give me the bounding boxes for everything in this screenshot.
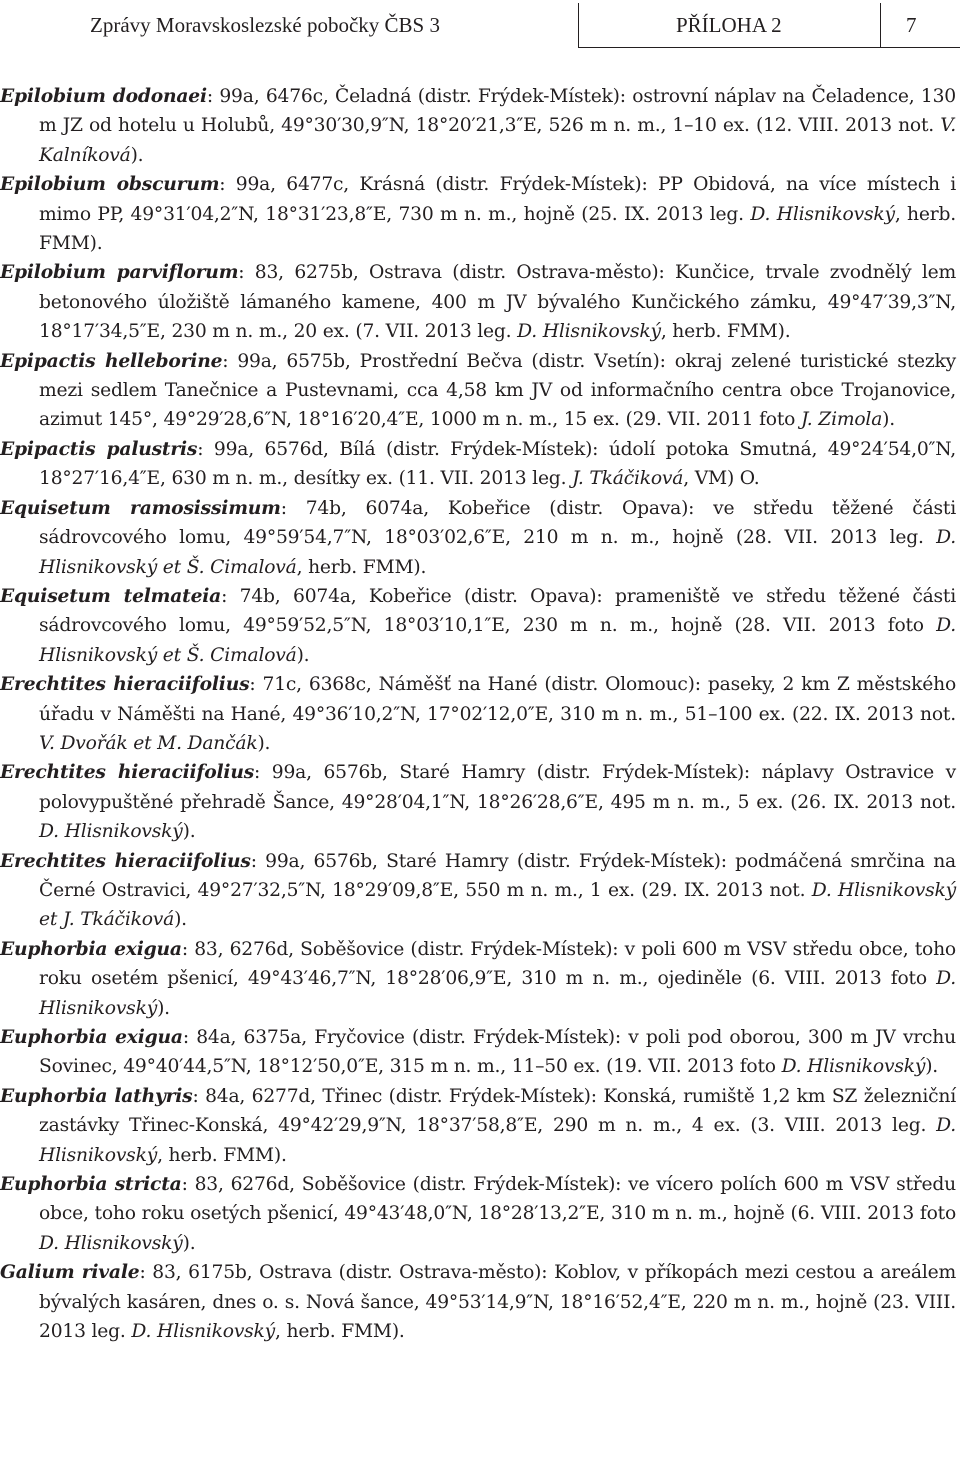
species-name: Euphorbia stricta bbox=[0, 1173, 182, 1196]
record-author: V. Dvořák et M. Dančák bbox=[39, 732, 258, 754]
journal-title: Zprávy Moravskoslezské pobočky ČBS 3 bbox=[90, 13, 440, 37]
record-author: J. Zimola bbox=[800, 409, 883, 431]
species-name: Equisetum ramosissimum bbox=[0, 496, 281, 519]
running-header bbox=[0, 0, 960, 50]
record-text: : 83, 6275b, Ostrava (distr. Ostrava-město): Kunčice, trvale zvodnělý lem betonového úložiště lámaného kamene, 400 m JV bývalého Kunčického zámku, 49°47′39,3″N, 18°17′34,5″E, 230 m n. m., 20 ex. (7. VII. 2013 leg. bbox=[39, 262, 956, 343]
species-name: Euphorbia exigua bbox=[0, 1026, 183, 1048]
section-label: PŘÍLOHA 2 bbox=[676, 13, 782, 37]
record-tail: ). bbox=[925, 1056, 939, 1078]
header-rule bbox=[578, 47, 960, 48]
record-author: D. Hlisnikovský et Š. Cimalová bbox=[39, 615, 956, 666]
record-author: D. Hlisnikovský bbox=[781, 1056, 926, 1078]
record-text: : 84a, 6375a, Fryčovice (distr. Frýdek-Místek): v poli pod oborou, 300 m JV vrchu Sovinec, 49°40′44,5″N, 18°12′50,0″E, 315 m n. m., 11–50 ex. (19. VII. 2013 foto bbox=[39, 1027, 956, 1078]
species-name: Epilobium obscurum bbox=[0, 173, 220, 196]
record-tail: , herb. FMM). bbox=[660, 321, 791, 343]
record-author: D. Hlisnikovský bbox=[39, 968, 956, 1019]
record-entry bbox=[0, 847, 956, 935]
record-entry bbox=[0, 582, 956, 670]
record-entry bbox=[0, 1082, 956, 1170]
record-text: : 71c, 6368c, Náměšť na Hané (distr. Olomouc): paseky, 2 km Z městského úřadu v Náměšti na Hané, 49°36′10,2″N, 17°02′12,0″E, 310 m n. m., 51–100 ex. (22. IX. 2013 not. bbox=[39, 674, 957, 725]
record-entry bbox=[0, 494, 956, 582]
record-entry bbox=[0, 82, 956, 170]
record-tail: ). bbox=[882, 409, 895, 431]
record-author: D. Hlisnikovský bbox=[750, 203, 895, 225]
record-author: D. Hlisnikovský bbox=[39, 1232, 183, 1254]
record-text: : 83, 6276d, Soběšovice (distr. Frýdek-Místek): ve vícero polích 600 m VSV středu obce, toho roku osetých pšenicí, 49°43′48,0″N, 18°28′13,2″E, 310 m n. m., hojně (6. VIII. 2013 foto bbox=[39, 1174, 956, 1225]
record-text: : 99a, 6575b, Prostřední Bečva (distr. Vsetín): okraj zelené turistické stezky mezi sedlem Tanečnice a Pustevnami, cca 4,58 km JV od informačního centra obce Trojanovice, azimut 145°, 49°29′28,6″N, 18°16′20,4″E, 1000 m n. m., 15 ex. (29. VII. 2011 foto bbox=[39, 350, 956, 431]
record-author: D. Hlisnikovský bbox=[39, 1115, 956, 1166]
record-text: : 83, 6276d, Soběšovice (distr. Frýdek-Místek): v poli 600 m VSV středu obce, toho roku osetém pšenicí, 49°43′46,7″N, 18°28′06,9″E, 310 m n. m., ojediněle (6. VIII. 2013 foto bbox=[39, 938, 956, 990]
record-entry bbox=[0, 935, 956, 1023]
record-tail: , VM) O. bbox=[683, 468, 760, 490]
record-tail: ). bbox=[130, 144, 144, 166]
record-entry bbox=[0, 1170, 956, 1258]
record-entry bbox=[0, 347, 956, 435]
header-divider bbox=[880, 3, 881, 47]
record-text: : 99a, 6576b, Staré Hamry (distr. Frýdek-Místek): náplavy Ostravice v polovypuštěné přehradě Šance, 49°28′04,1″N, 18°26′28,6″E, 495 m n. m., 5 ex. (26. IX. 2013 not. bbox=[39, 762, 956, 813]
record-tail: ). bbox=[174, 909, 187, 931]
record-entry bbox=[0, 670, 956, 758]
record-entry bbox=[0, 170, 956, 258]
record-entry bbox=[0, 1258, 956, 1346]
record-author: D. Hlisnikovský bbox=[131, 1321, 276, 1343]
species-name: Erechtites hieraciifolius bbox=[0, 673, 250, 696]
record-tail: ). bbox=[182, 1232, 196, 1254]
species-name: Euphorbia lathyris bbox=[0, 1084, 193, 1107]
record-tail: ). bbox=[182, 821, 196, 843]
floristic-records bbox=[0, 82, 956, 1346]
record-author: D. Hlisnikovský et J. Tkáčiková bbox=[39, 879, 956, 931]
record-entry bbox=[0, 1023, 956, 1082]
header-divider bbox=[578, 3, 579, 47]
record-author: V. Kalníková bbox=[39, 115, 956, 166]
record-entry bbox=[0, 258, 956, 346]
record-text: : 99a, 6576d, Bílá (distr. Frýdek-Místek): údolí potoka Smutná, 49°24′54,0″N, 18°27′16,4″E, 630 m n. m., desítky ex. (11. VII. 2013 leg. bbox=[39, 438, 956, 490]
record-text: : 99a, 6477c, Krásná (distr. Frýdek-Místek): PP Obidová, na více místech i mimo PP, 49°31′04,2″N, 18°31′23,8″E, 730 m n. m., hojně (25. IX. 2013 leg. bbox=[39, 174, 956, 225]
species-name: Erechtites hieraciifolius bbox=[0, 761, 255, 784]
record-tail: ). bbox=[157, 997, 170, 1019]
record-entry bbox=[0, 758, 956, 846]
record-author: D. Hlisnikovský bbox=[39, 821, 183, 843]
record-text: : 74b, 6074a, Kobeřice (distr. Opava): ve středu těžené části sádrovcového lomu, 49°59′54,7″N, 18°03′02,6″E, 210 m n. m., hojně (28. VII. 2013 leg. bbox=[39, 497, 956, 549]
record-tail: , herb. FMM). bbox=[157, 1144, 287, 1166]
record-tail: , herb. FMM). bbox=[275, 1321, 405, 1343]
record-author: D. Hlisnikovský et Š. Cimalová bbox=[39, 527, 956, 578]
species-name: Galium rivale bbox=[0, 1261, 140, 1284]
record-text: : 99a, 6476c, Čeladná (distr. Frýdek-Místek): ostrovní náplav na Čeladence, 130 m JZ od hotelu u Holubů, 49°30′30,9″N, 18°20′21,3″E, 526 m n. m., 1–10 ex. (12. VIII. 2013 not. bbox=[39, 86, 956, 137]
species-name: Epilobium parviflorum bbox=[0, 261, 239, 284]
record-entry bbox=[0, 435, 956, 494]
record-author: J. Tkáčiková bbox=[572, 468, 684, 490]
record-tail: , herb. FMM). bbox=[296, 556, 427, 578]
species-name: Equisetum telmateia bbox=[0, 584, 222, 607]
page-number: 7 bbox=[906, 13, 917, 37]
species-name: Erechtites hieraciifolius bbox=[0, 849, 251, 872]
species-name: Epilobium dodonaei bbox=[0, 85, 207, 107]
record-tail: , herb. FMM). bbox=[39, 203, 956, 255]
record-tail: ). bbox=[257, 732, 271, 754]
species-name: Euphorbia exigua bbox=[0, 937, 182, 960]
species-name: Epipactis helleborine bbox=[0, 349, 223, 372]
record-author: D. Hlisnikovský bbox=[517, 321, 661, 343]
species-name: Epipactis palustris bbox=[0, 437, 198, 460]
record-text: : 99a, 6576b, Staré Hamry (distr. Frýdek-Místek): podmáčená smrčina na Černé Ostravici, 49°27′32,5″N, 18°29′09,8″E, 550 m n. m., 1 ex. (29. IX. 2013 not. bbox=[39, 850, 956, 901]
record-tail: ). bbox=[296, 644, 310, 666]
record-text: : 74b, 6074a, Kobeřice (distr. Opava): prameniště ve středu těžené části sádrovcového lomu, 49°59′52,5″N, 18°03′10,1″E, 230 m n. m., hojně (28. VII. 2013 foto bbox=[39, 585, 956, 637]
record-text: : 83, 6175b, Ostrava (distr. Ostrava-město): Koblov, v příkopách mezi cestou a areálem bývalých kasáren, dnes o. s. Nová šance, 49°53′14,9″N, 18°16′52,4″E, 220 m n. m., hojně (23. VIII. 2013 leg. bbox=[39, 1262, 956, 1343]
record-text: : 84a, 6277d, Třinec (distr. Frýdek-Místek): Konská, rumiště 1,2 km SZ železniční zastávky Třinec-Konská, 49°42′29,9″N, 18°37′58,8″E, 290 m n. m., 4 ex. (3. VIII. 2013 leg. bbox=[39, 1085, 956, 1137]
